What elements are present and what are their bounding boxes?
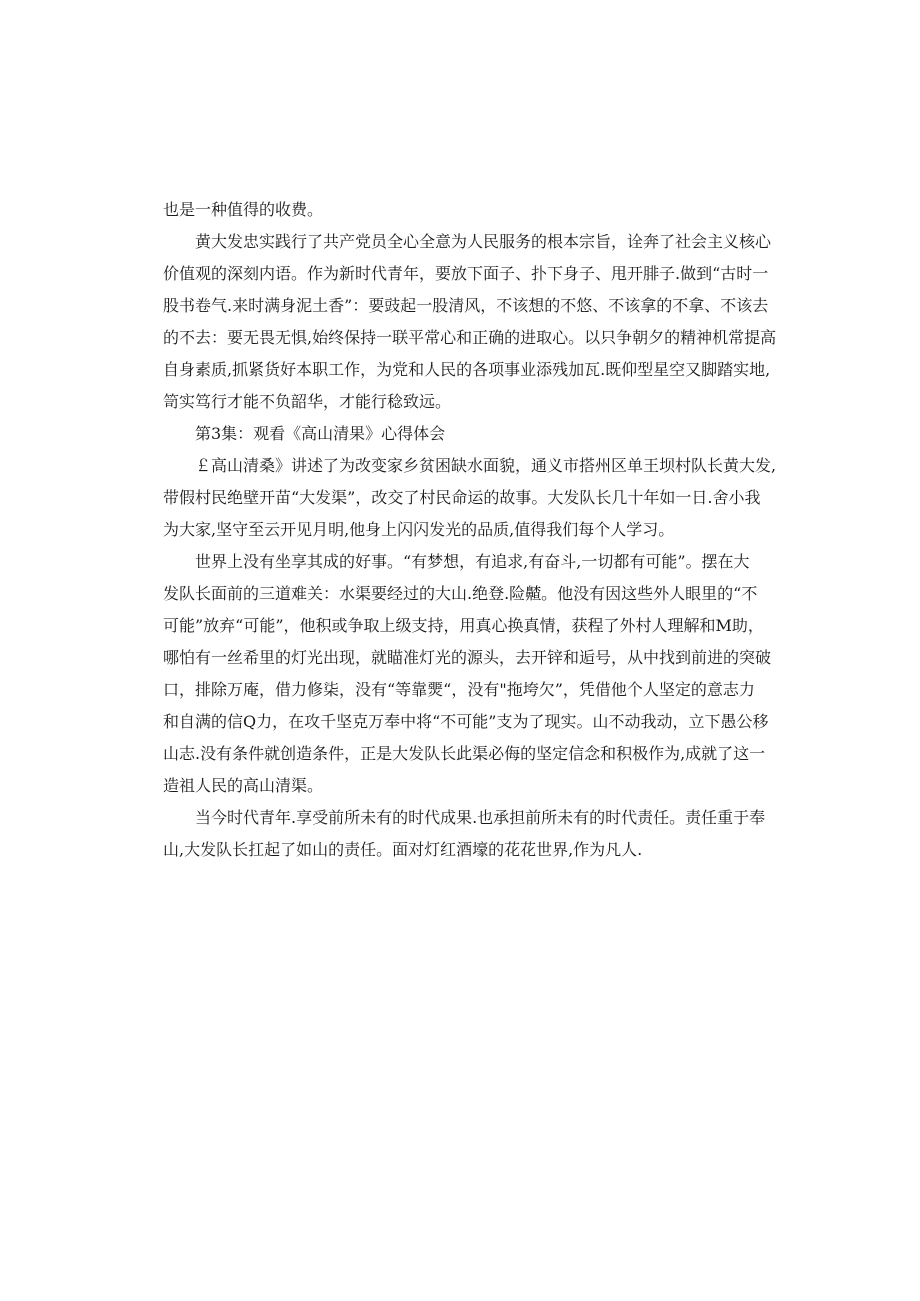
text-line: 当今时代青年.享受前所未有的时代成果.也承担前所未有的时代责任。责任重于奉 xyxy=(195,808,766,827)
text-line: 股书卷气.来时满身泥土香”：要豉起一股清风，不该想的不悠、不该拿的不拿、不该去 xyxy=(163,296,769,315)
document-body xyxy=(163,194,777,866)
text-line: 和自满的信Q力，在攻千坚克万奉中将“不可能”支为了现实。山不动我动，立下愚公移 xyxy=(163,712,769,731)
text-line: 笥实笃行才能不负韶华，才能行稔致远。 xyxy=(163,392,452,411)
section-heading xyxy=(163,418,763,450)
text-line: 口，排除万庵，借力修柒，没有“等靠燛“，没有"拖垮欠”，凭借他个人坚定的意志力 xyxy=(163,680,755,699)
text-line: 黄大发忠实践行了共产党员全心全意为人民服务的根本宗旨，诠奔了社会主义核心 xyxy=(195,232,772,251)
text-line: 价值观的深刻内语。作为新时代青年，要放下面子、扑下身子、甩开腓子.做到“古时一 xyxy=(163,264,769,283)
text-line: 世界上没有坐享其成的好事。“有梦想，有追求,有奋斗,一切都有可能”。摆在大 xyxy=(195,552,750,571)
paragraph-4 xyxy=(163,546,772,802)
text-line: ￡高山清桑》讲述了为改变家乡贫困缺水面貌，通义市搭州区单王坝村队长黄大发, xyxy=(195,456,777,475)
text-line: 山,大发队长扛起了如山的责任。面对灯红酒壕的花花世界,作为凡人. xyxy=(163,840,643,859)
text-line: 带假村民绝壁开苗“大发渠”，改交了村民命运的故事。大发队长几十年如一日.舍小我 xyxy=(163,488,761,507)
text-line: 发队长面前的三道难关：水渠要经过的大山.绝登.险齄。他没有因这些外人眼里的“不 xyxy=(163,584,758,603)
text-line: 造祖人民的高山清渠。 xyxy=(163,776,324,795)
text-line: 为大家,坚守至云开见月明,他身上闪闪发光的品质,值得我们每个人学习。 xyxy=(163,520,675,539)
paragraph-2 xyxy=(163,226,777,418)
heading-line: 第3集：观看《高山清果》心得体会 xyxy=(195,424,446,443)
text-line: 也是一种值得的收费。 xyxy=(163,200,324,219)
text-line: 的不去：要无畏无惧,始终保持一联平常心和正确的进取心。以只争朝夕的精神机常提高 xyxy=(163,328,777,347)
text-line: 可能”放弃“可能”，他积或争取上级支持，用真心换真情，获程了外村人理解和M助， xyxy=(163,616,764,635)
text-line: 自身素质,抓紧货好本职工作，为党和人民的各项事业添残加瓦.既仰型星空又脚踏实地, xyxy=(163,360,771,379)
paragraph-5 xyxy=(163,802,766,866)
paragraph-3 xyxy=(163,450,777,546)
text-line: 山志.没有条件就创造条件，正是大发队长此渠必侮的坚定信念和积极作为,成就了这一 xyxy=(163,744,766,763)
text-line: 哪怕有一丝希里的灯光出现，就瞄准灯光的源头，去开锌和逅号，从中找到前进的突破 xyxy=(163,648,772,667)
paragraph-1 xyxy=(163,194,763,226)
